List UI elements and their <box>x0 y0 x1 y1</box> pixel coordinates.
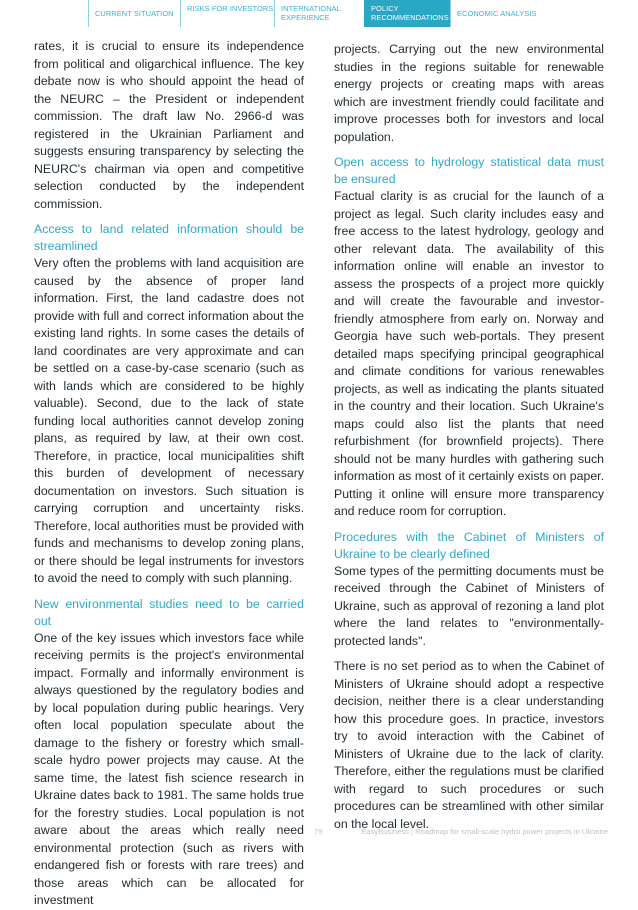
paragraph: rates, it is crucial to ensure its independence from political and oligarchical influence. The key debate now is who should appoint the head of the NEURC – the President or independent commission. The draft law No. 2966-d was registered in the Ukrainian Parliament and suggests ensuring transparency by selecting the NEURC's chairman via open and competitive selection conducted by the independent commission. <box>34 39 304 211</box>
section-heading-hydrology-data: Open access to hydrology statistical data must be ensured <box>334 155 604 186</box>
tab-current-situation[interactable]: CURRENT SITUATION <box>88 0 180 27</box>
tab-risks-for-investors[interactable]: RISKS FOR INVESTORS <box>180 0 274 27</box>
right-column <box>334 41 604 831</box>
tab-international-experience[interactable]: INTERNATIONAL EXPERIENCE <box>274 0 364 27</box>
page-footer <box>0 827 638 841</box>
paragraph: Factual clarity is as crucial for the launch of a project as legal. Such clarity includes easy and free access to the latest hydrology, geology and other relevant data. The availability of this information online will enable an investor to assess the prospects of a project more quickly and will create the favourable and investor-friendly atmosphere from early on. Norway and Georgia have such web-portals. They present detailed maps specifying principal geographical and climate conditions for various renewables projects, as well as indicating the plants situated in the country and their location. Such Ukraine's maps could also list the plants that need refurbishment (for brownfield projects). There should not be many hurdles with gathering such information as most of it certainly exists on paper. Putting it online will ensure more transparency and reduce room for corruption. <box>334 189 604 518</box>
tab-policy-recommendations[interactable]: POLICY RECOMMENDATIONS <box>364 0 450 27</box>
paragraph: There is no set period as to when the Cabinet of Ministers of Ukraine should adopt a respective decision, neither there is a clear understanding how this procedure goes. In practice, investors try to avoid interaction with the Cabinet of Ministers of Ukraine due to the lack of clarity. Therefore, either the regulations must be clarified with regard to such procedures or such procedures can be streamlined with other similar on the local level. <box>334 659 604 831</box>
paragraph: Some types of the permitting documents must be received through the Cabinet of Ministers of Ukraine, such as approval of rezoning a land plot where the land relates to "environmentally-protected lands". <box>334 563 604 648</box>
section-heading-cabinet-procedures: Procedures with the Cabinet of Ministers of Ukraine to be clearly defined <box>334 529 604 561</box>
tab-economic-analysis[interactable]: ECONOMIC ANALYSIS <box>450 0 550 27</box>
paragraph: Very often the problems with land acquisition are caused by the absence of proper land information. First, the land cadastre does not provide with full and correct information about the existing land rights. In some cases the details of land coordinates are very approximate and can be settled on a case-by-case scenario (such as with lands which are considered to be highly valuable). Second, due to the lack of state funding local authorities cannot develop zoning plans, as required by law, at their own cost. Therefore, in practice, local municipalities shift this burden of development of necessary documentation on investors. Such situation is carrying corruption and uncertainty risks. Therefore, local authorities must be provided with funds and mechanisms to develop zoning plans, or there should be legal instruments for investors to avoid the need to comply with such planning. <box>34 256 304 585</box>
page-number: 79 <box>314 827 323 836</box>
section-heading-environmental-studies: New environmental studies need to be carried out <box>34 596 304 628</box>
paragraph: projects. Carrying out the new environmental studies in the regions suitable for renewable energy projects or creating maps with areas which are investment friendly could facilitate and improve processes both for investors and local population. <box>334 42 604 144</box>
section-nav <box>88 0 608 27</box>
left-column <box>34 38 304 907</box>
footer-title: EasyBusiness | Roadmap for small-scale hydro power projects in Ukraine <box>361 827 608 836</box>
paragraph: One of the key issues which investors face while receiving permits is the project's environmental impact. Formally and informally environment is always questioned by the regulatory bodies and by local population during public hearings. Very often local population speculate about the damage to the fishery or forestry which small-scale hydro power projects may cause. At the same time, the latest fish science research in Ukraine dates back to 1981. The same holds true for the forestry studies. Local population is not aware about the areas which really need environmental protection (such as rivers with endangered fish or forests with rare trees) and those areas which can be allocated for investment <box>34 630 304 907</box>
section-heading-land-information: Access to land related information should be streamlined <box>34 222 304 253</box>
